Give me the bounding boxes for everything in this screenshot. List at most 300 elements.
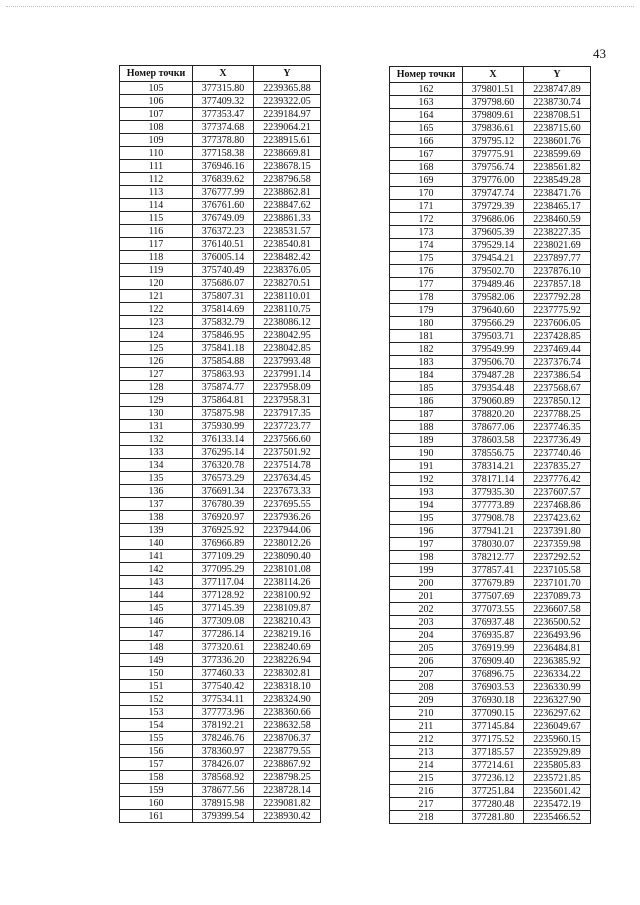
table-row: [120, 485, 321, 498]
cell-x: 378246.76: [193, 732, 254, 745]
table-row: [390, 564, 591, 577]
table-row: [120, 95, 321, 108]
cell-point-number: 207: [390, 668, 463, 681]
cell-y: 2238101.08: [254, 563, 321, 576]
cell-y: 2238847.62: [254, 199, 321, 212]
table-row: [390, 122, 591, 135]
cell-y: 2239365.88: [254, 82, 321, 95]
cell-y: 2238302.81: [254, 667, 321, 680]
table-row: [120, 394, 321, 407]
cell-y: 2237428.85: [524, 330, 591, 343]
cell-point-number: 210: [390, 707, 463, 720]
cell-x: 379756.74: [463, 161, 524, 174]
cell-y: 2237514.78: [254, 459, 321, 472]
table-row: [120, 329, 321, 342]
table-row: [120, 589, 321, 602]
cell-y: 2237469.44: [524, 343, 591, 356]
cell-x: 376749.09: [193, 212, 254, 225]
cell-y: 2238669.81: [254, 147, 321, 160]
cell-y: 2237386.54: [524, 369, 591, 382]
table-row: [120, 251, 321, 264]
cell-point-number: 182: [390, 343, 463, 356]
table-row: [390, 668, 591, 681]
cell-point-number: 172: [390, 213, 463, 226]
cell-point-number: 149: [120, 654, 193, 667]
cell-y: 2238706.37: [254, 732, 321, 745]
cell-y: 2237606.05: [524, 317, 591, 330]
cell-x: 379487.28: [463, 369, 524, 382]
cell-point-number: 163: [390, 96, 463, 109]
table-row: [120, 212, 321, 225]
cell-point-number: 218: [390, 811, 463, 824]
table-row: [120, 810, 321, 823]
scan-artifact-line: [6, 6, 634, 8]
cell-y: 2238021.69: [524, 239, 591, 252]
cell-y: 2238376.05: [254, 264, 321, 277]
cell-point-number: 151: [120, 680, 193, 693]
cell-y: 2237850.12: [524, 395, 591, 408]
cell-y: 2238796.58: [254, 173, 321, 186]
table-row: [120, 342, 321, 355]
coordinates-table-left: [119, 65, 321, 823]
cell-point-number: 160: [120, 797, 193, 810]
cell-y: 2238471.76: [524, 187, 591, 200]
cell-x: 376140.51: [193, 238, 254, 251]
cell-point-number: 192: [390, 473, 463, 486]
table-row: [120, 420, 321, 433]
table-row: [390, 135, 591, 148]
table-row: [120, 82, 321, 95]
cell-x: 375874.77: [193, 381, 254, 394]
cell-y: 2238465.17: [524, 200, 591, 213]
cell-x: 379640.60: [463, 304, 524, 317]
cell-y: 2239081.82: [254, 797, 321, 810]
cell-point-number: 150: [120, 667, 193, 680]
table-row: [120, 784, 321, 797]
cell-x: 379836.61: [463, 122, 524, 135]
cell-point-number: 143: [120, 576, 193, 589]
cell-x: 379776.00: [463, 174, 524, 187]
cell-x: 376946.16: [193, 160, 254, 173]
cell-x: 378192.21: [193, 719, 254, 732]
cell-x: 376133.14: [193, 433, 254, 446]
header-x: X: [193, 66, 254, 82]
table-row: [390, 655, 591, 668]
cell-point-number: 108: [120, 121, 193, 134]
cell-y: 2238861.33: [254, 212, 321, 225]
cell-y: 2238270.51: [254, 277, 321, 290]
cell-x: 375841.18: [193, 342, 254, 355]
cell-point-number: 197: [390, 538, 463, 551]
cell-y: 2238549.28: [524, 174, 591, 187]
cell-x: 375686.07: [193, 277, 254, 290]
cell-x: 379502.70: [463, 265, 524, 278]
cell-x: 377315.80: [193, 82, 254, 95]
table-row: [390, 408, 591, 421]
cell-point-number: 129: [120, 394, 193, 407]
header-point-number: Номер точки: [390, 67, 463, 83]
table-row: [120, 719, 321, 732]
cell-point-number: 112: [120, 173, 193, 186]
cell-point-number: 198: [390, 551, 463, 564]
cell-y: 2238867.92: [254, 758, 321, 771]
table-row: [390, 525, 591, 538]
table-row: [120, 433, 321, 446]
cell-y: 2237958.31: [254, 394, 321, 407]
table-row: [390, 161, 591, 174]
table-row: [120, 537, 321, 550]
cell-point-number: 203: [390, 616, 463, 629]
table-row: [390, 382, 591, 395]
cell-point-number: 181: [390, 330, 463, 343]
cell-y: 2235960.15: [524, 733, 591, 746]
cell-point-number: 119: [120, 264, 193, 277]
table-row: [120, 121, 321, 134]
cell-x: 377534.11: [193, 693, 254, 706]
table-row: [390, 200, 591, 213]
cell-x: 377409.32: [193, 95, 254, 108]
cell-point-number: 117: [120, 238, 193, 251]
table-row: [120, 368, 321, 381]
cell-y: 2237736.49: [524, 434, 591, 447]
header-y: Y: [524, 67, 591, 83]
cell-point-number: 120: [120, 277, 193, 290]
cell-x: 379795.12: [463, 135, 524, 148]
table-row: [390, 551, 591, 564]
cell-y: 2238747.89: [524, 83, 591, 96]
table-row: [120, 680, 321, 693]
cell-x: 378556.75: [463, 447, 524, 460]
table-row: [390, 252, 591, 265]
cell-point-number: 196: [390, 525, 463, 538]
cell-x: 377095.29: [193, 563, 254, 576]
cell-x: 379729.39: [463, 200, 524, 213]
cell-y: 2236493.96: [524, 629, 591, 642]
cell-y: 2236607.58: [524, 603, 591, 616]
table-row: [120, 732, 321, 745]
cell-point-number: 153: [120, 706, 193, 719]
table-row: [390, 291, 591, 304]
cell-y: 2236334.22: [524, 668, 591, 681]
header-x: X: [463, 67, 524, 83]
cell-y: 2238360.66: [254, 706, 321, 719]
table-row: [390, 785, 591, 798]
cell-x: 377109.29: [193, 550, 254, 563]
table-row: [120, 758, 321, 771]
cell-x: 377540.42: [193, 680, 254, 693]
cell-point-number: 141: [120, 550, 193, 563]
cell-point-number: 111: [120, 160, 193, 173]
table-row: [120, 108, 321, 121]
cell-x: 377158.38: [193, 147, 254, 160]
cell-y: 2237105.58: [524, 564, 591, 577]
cell-point-number: 180: [390, 317, 463, 330]
cell-y: 2237857.18: [524, 278, 591, 291]
cell-x: 377145.84: [463, 720, 524, 733]
cell-y: 2237944.06: [254, 524, 321, 537]
cell-x: 377236.12: [463, 772, 524, 785]
cell-point-number: 114: [120, 199, 193, 212]
cell-y: 2237775.92: [524, 304, 591, 317]
cell-point-number: 173: [390, 226, 463, 239]
cell-y: 2238318.10: [254, 680, 321, 693]
cell-y: 2238678.15: [254, 160, 321, 173]
table-row: [120, 797, 321, 810]
cell-y: 2235805.83: [524, 759, 591, 772]
cell-point-number: 171: [390, 200, 463, 213]
cell-point-number: 138: [120, 511, 193, 524]
table-row: [390, 603, 591, 616]
cell-x: 377773.89: [463, 499, 524, 512]
cell-point-number: 157: [120, 758, 193, 771]
cell-y: 2238599.69: [524, 148, 591, 161]
cell-x: 379399.54: [193, 810, 254, 823]
table-row: [120, 550, 321, 563]
cell-point-number: 208: [390, 681, 463, 694]
table-row: [390, 720, 591, 733]
cell-y: 2237359.98: [524, 538, 591, 551]
cell-y: 2236327.90: [524, 694, 591, 707]
cell-point-number: 159: [120, 784, 193, 797]
table-row: [390, 83, 591, 96]
table-row: [390, 148, 591, 161]
cell-x: 377280.48: [463, 798, 524, 811]
table-row: [390, 187, 591, 200]
cell-y: 2237391.80: [524, 525, 591, 538]
cell-x: 378677.56: [193, 784, 254, 797]
cell-point-number: 167: [390, 148, 463, 161]
cell-point-number: 124: [120, 329, 193, 342]
cell-y: 2239064.21: [254, 121, 321, 134]
cell-x: 376573.29: [193, 472, 254, 485]
cell-point-number: 206: [390, 655, 463, 668]
cell-x: 376925.92: [193, 524, 254, 537]
cell-point-number: 190: [390, 447, 463, 460]
cell-x: 379529.14: [463, 239, 524, 252]
cell-x: 377286.14: [193, 628, 254, 641]
table-row: [390, 226, 591, 239]
cell-y: 2238930.42: [254, 810, 321, 823]
cell-y: 2235721.85: [524, 772, 591, 785]
cell-x: 378820.20: [463, 408, 524, 421]
table-row: [390, 733, 591, 746]
cell-x: 376839.62: [193, 173, 254, 186]
table-row: [390, 681, 591, 694]
cell-point-number: 142: [120, 563, 193, 576]
cell-x: 376935.87: [463, 629, 524, 642]
table-row: [120, 563, 321, 576]
table-row: [120, 134, 321, 147]
cell-y: 2237958.09: [254, 381, 321, 394]
cell-point-number: 202: [390, 603, 463, 616]
cell-point-number: 213: [390, 746, 463, 759]
cell-x: 379354.48: [463, 382, 524, 395]
cell-y: 2237376.74: [524, 356, 591, 369]
cell-y: 2236385.92: [524, 655, 591, 668]
table-row: [390, 746, 591, 759]
cell-x: 376777.99: [193, 186, 254, 199]
cell-x: 377507.69: [463, 590, 524, 603]
cell-x: 378212.77: [463, 551, 524, 564]
cell-y: 2238090.40: [254, 550, 321, 563]
cell-x: 379549.99: [463, 343, 524, 356]
table-row: [120, 238, 321, 251]
table-row: [390, 473, 591, 486]
cell-point-number: 162: [390, 83, 463, 96]
cell-y: 2237292.52: [524, 551, 591, 564]
cell-x: 375930.99: [193, 420, 254, 433]
cell-y: 2238226.94: [254, 654, 321, 667]
cell-x: 377374.68: [193, 121, 254, 134]
cell-x: 377460.33: [193, 667, 254, 680]
cell-y: 2239322.05: [254, 95, 321, 108]
table-row: [120, 225, 321, 238]
cell-point-number: 187: [390, 408, 463, 421]
cell-point-number: 132: [120, 433, 193, 446]
cell-y: 2237673.33: [254, 485, 321, 498]
cell-point-number: 122: [120, 303, 193, 316]
cell-x: 378171.14: [463, 473, 524, 486]
cell-x: 377117.04: [193, 576, 254, 589]
cell-x: 375875.98: [193, 407, 254, 420]
table-row: [120, 264, 321, 277]
table-header-row: [390, 67, 591, 83]
table-row: [390, 590, 591, 603]
cell-y: 2236500.52: [524, 616, 591, 629]
cell-y: 2238227.35: [524, 226, 591, 239]
cell-y: 2237501.92: [254, 446, 321, 459]
cell-y: 2237936.26: [254, 511, 321, 524]
table-row: [120, 667, 321, 680]
cell-x: 377679.89: [463, 577, 524, 590]
cell-y: 2237792.28: [524, 291, 591, 304]
cell-x: 376896.75: [463, 668, 524, 681]
header-point-number: Номер точки: [120, 66, 193, 82]
cell-y: 2238324.90: [254, 693, 321, 706]
cell-y: 2238632.58: [254, 719, 321, 732]
table-row: [390, 616, 591, 629]
cell-x: 379503.71: [463, 330, 524, 343]
table-row: [120, 446, 321, 459]
cell-y: 2238730.74: [524, 96, 591, 109]
cell-point-number: 217: [390, 798, 463, 811]
table-row: [390, 317, 591, 330]
cell-y: 2236049.67: [524, 720, 591, 733]
cell-point-number: 216: [390, 785, 463, 798]
cell-x: 377251.84: [463, 785, 524, 798]
cell-point-number: 136: [120, 485, 193, 498]
cell-point-number: 164: [390, 109, 463, 122]
cell-x: 375863.93: [193, 368, 254, 381]
cell-point-number: 179: [390, 304, 463, 317]
table-row: [390, 265, 591, 278]
cell-point-number: 123: [120, 316, 193, 329]
table-row: [120, 160, 321, 173]
cell-x: 378030.07: [463, 538, 524, 551]
table-row: [390, 343, 591, 356]
cell-x: 376295.14: [193, 446, 254, 459]
cell-x: 376920.97: [193, 511, 254, 524]
cell-x: 377941.21: [463, 525, 524, 538]
table-row: [120, 381, 321, 394]
table-row: [390, 278, 591, 291]
cell-point-number: 211: [390, 720, 463, 733]
coordinates-table-right: [389, 66, 591, 824]
table-row: [390, 434, 591, 447]
cell-point-number: 200: [390, 577, 463, 590]
cell-y: 2237101.70: [524, 577, 591, 590]
cell-point-number: 144: [120, 589, 193, 602]
cell-point-number: 201: [390, 590, 463, 603]
cell-x: 376761.60: [193, 199, 254, 212]
cell-y: 2238862.81: [254, 186, 321, 199]
cell-x: 377090.15: [463, 707, 524, 720]
cell-x: 377353.47: [193, 108, 254, 121]
cell-point-number: 161: [120, 810, 193, 823]
table-row: [390, 213, 591, 226]
cell-y: 2238798.25: [254, 771, 321, 784]
table-row: [120, 771, 321, 784]
table-row: [120, 745, 321, 758]
cell-y: 2237607.57: [524, 486, 591, 499]
cell-x: 377935.30: [463, 486, 524, 499]
table-row: [390, 460, 591, 473]
cell-x: 379809.61: [463, 109, 524, 122]
cell-x: 377128.92: [193, 589, 254, 602]
cell-point-number: 169: [390, 174, 463, 187]
cell-point-number: 110: [120, 147, 193, 160]
cell-point-number: 183: [390, 356, 463, 369]
cell-x: 379747.74: [463, 187, 524, 200]
table-row: [390, 499, 591, 512]
cell-x: 376691.34: [193, 485, 254, 498]
table-row: [390, 759, 591, 772]
cell-y: 2238915.61: [254, 134, 321, 147]
cell-point-number: 105: [120, 82, 193, 95]
table-row: [390, 629, 591, 642]
cell-y: 2237423.62: [524, 512, 591, 525]
cell-point-number: 176: [390, 265, 463, 278]
cell-point-number: 140: [120, 537, 193, 550]
cell-point-number: 188: [390, 421, 463, 434]
cell-point-number: 134: [120, 459, 193, 472]
cell-x: 378568.92: [193, 771, 254, 784]
cell-x: 379506.70: [463, 356, 524, 369]
table-row: [390, 239, 591, 252]
table-row: [120, 498, 321, 511]
cell-point-number: 118: [120, 251, 193, 264]
cell-x: 377908.78: [463, 512, 524, 525]
table-row: [390, 512, 591, 525]
table-row: [390, 538, 591, 551]
table-row: [120, 628, 321, 641]
table-row: [390, 96, 591, 109]
cell-x: 376930.18: [463, 694, 524, 707]
cell-x: 376005.14: [193, 251, 254, 264]
cell-point-number: 156: [120, 745, 193, 758]
cell-y: 2237089.73: [524, 590, 591, 603]
cell-point-number: 145: [120, 602, 193, 615]
table-row: [120, 407, 321, 420]
table-row: [120, 316, 321, 329]
cell-y: 2238086.12: [254, 316, 321, 329]
cell-x: 377309.08: [193, 615, 254, 628]
cell-y: 2238042.95: [254, 329, 321, 342]
cell-x: 376780.39: [193, 498, 254, 511]
cell-x: 375854.88: [193, 355, 254, 368]
table-row: [390, 369, 591, 382]
cell-point-number: 184: [390, 369, 463, 382]
